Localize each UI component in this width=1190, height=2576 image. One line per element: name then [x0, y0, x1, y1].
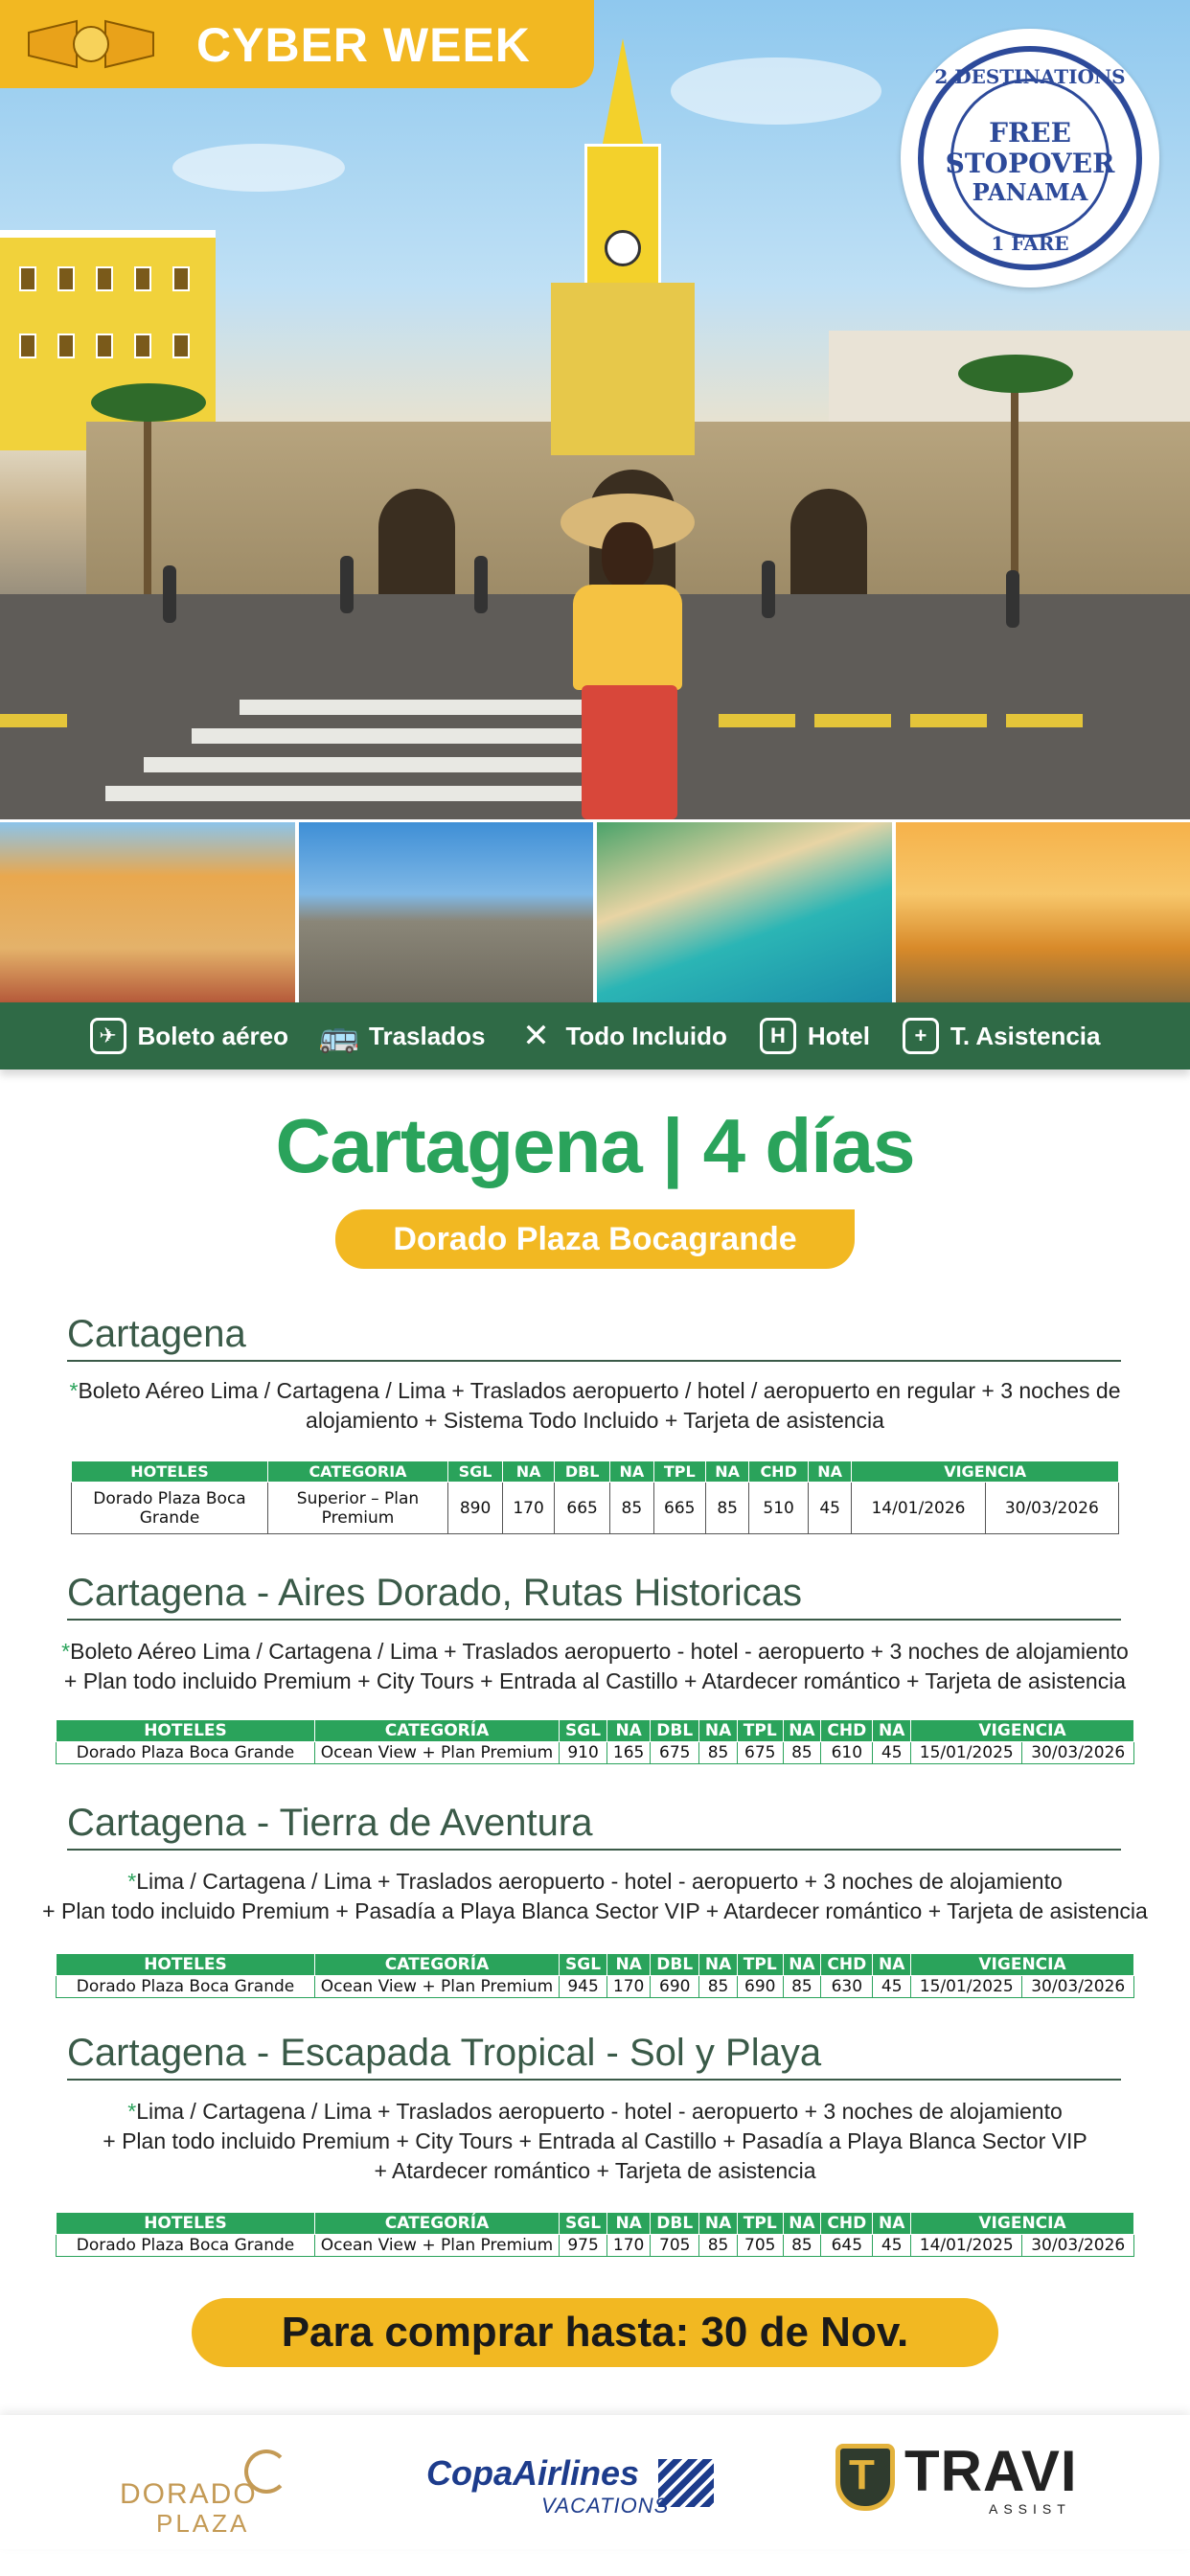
table-header-cell: CATEGORÍA — [315, 1720, 560, 1742]
table-header-cell: HOTELES — [57, 1720, 315, 1742]
table-header-cell: VIGENCIA — [852, 1461, 1119, 1483]
table-row — [57, 2235, 1134, 2257]
table-header-cell: VIGENCIA — [911, 2213, 1134, 2235]
table-cell: Dorado Plaza Boca Grande — [72, 1483, 268, 1534]
table-header-cell: NA — [783, 1954, 821, 1976]
table-cell: 85 — [699, 2235, 738, 2257]
purchase-deadline-banner: Para comprar hasta: 30 de Nov. — [192, 2298, 998, 2367]
table-cell: 645 — [821, 2235, 873, 2257]
clock-tower — [532, 38, 714, 441]
table-cell: 705 — [737, 2235, 783, 2257]
table-cell: Superior – Plan Premium — [268, 1483, 448, 1534]
feature-assistance: + T. Asistencia — [903, 1018, 1101, 1054]
table-cell: 30/03/2026 — [1022, 1976, 1134, 1998]
table-cell: 690 — [737, 1976, 783, 1998]
table-header-cell: CATEGORÍA — [315, 2213, 560, 2235]
package-title: Cartagena - Tierra de Aventura — [67, 1802, 1121, 1851]
table-row — [57, 1742, 1134, 1764]
table-cell: Dorado Plaza Boca Grande — [57, 2235, 315, 2257]
table-header-cell: CHD — [821, 2213, 873, 2235]
table-header-cell: VIGENCIA — [911, 1954, 1134, 1976]
table-cell: 165 — [607, 1742, 651, 1764]
table-header-cell: NA — [610, 1461, 653, 1483]
table-cell: 15/01/2025 — [911, 1742, 1022, 1764]
package-description: *Boleto Aéreo Lima / Cartagena / Lima + Traslados aeropuerto - hotel - aeropuerto + 3 noches de alojamiento + Plan todo incluido Premium + City Tours + Entrada al Castillo + Atardecer romántico + Tarjeta de asistencia — [61, 1639, 1129, 1693]
travi-assist-logo: T TRAVI ASSIST — [835, 2438, 1085, 2524]
table-header-cell: NA — [873, 1954, 911, 1976]
table-row — [72, 1483, 1119, 1534]
table-header-cell: TPL — [653, 1461, 705, 1483]
table-header-cell: NA — [809, 1461, 852, 1483]
table-header-cell: CATEGORÍA — [315, 1954, 560, 1976]
table-cell: 85 — [783, 2235, 821, 2257]
table-cell: 630 — [821, 1976, 873, 1998]
table-header-cell: DBL — [651, 1720, 699, 1742]
photo-beach — [597, 822, 892, 1002]
table-cell: 30/03/2026 — [1022, 2235, 1134, 2257]
table-header-cell: TPL — [737, 1720, 783, 1742]
table-header-cell: CATEGORIA — [268, 1461, 448, 1483]
page-title: Cartagena | 4 días — [275, 1103, 915, 1188]
table-cell: Dorado Plaza Boca Grande — [57, 1742, 315, 1764]
feature-hotel: H Hotel — [760, 1018, 870, 1054]
hero-image — [0, 0, 1190, 819]
table-cell: 30/03/2026 — [985, 1483, 1118, 1534]
table-row — [57, 1976, 1134, 1998]
hotel-badge: Dorado Plaza Bocagrande — [335, 1209, 855, 1269]
table-header-cell: NA — [607, 1720, 651, 1742]
table-header-cell: DBL — [651, 1954, 699, 1976]
table-cell: 890 — [448, 1483, 503, 1534]
table-cell: 85 — [706, 1483, 749, 1534]
table-cell: 665 — [653, 1483, 705, 1534]
utensils-icon: ✕ — [522, 1018, 550, 1054]
table-header-cell: HOTELES — [72, 1461, 268, 1483]
cloud — [172, 144, 345, 192]
table-header-cell: HOTELES — [57, 2213, 315, 2235]
table-header-cell: TPL — [737, 1954, 783, 1976]
stopover-stamp: 2 DESTINATIONS FREE STOPOVER PANAMA 1 FARE — [901, 29, 1159, 288]
photo-sunset-couple — [896, 822, 1190, 1002]
table-cell: Ocean View + Plan Premium — [315, 1742, 560, 1764]
table-header-cell: NA — [783, 2213, 821, 2235]
hotel-icon: H — [760, 1018, 796, 1054]
price-table — [56, 2212, 1134, 2257]
table-header-cell: NA — [873, 2213, 911, 2235]
cyber-week-banner — [0, 0, 594, 88]
table-cell: 170 — [607, 1976, 651, 1998]
table-header-cell: NA — [699, 1720, 738, 1742]
table-header-cell: DBL — [651, 2213, 699, 2235]
table-cell: 170 — [607, 2235, 651, 2257]
table-cell: 610 — [821, 1742, 873, 1764]
table-cell: 945 — [560, 1976, 607, 1998]
table-cell: 45 — [873, 1976, 911, 1998]
package-description: *Lima / Cartagena / Lima + Traslados aeropuerto - hotel - aeropuerto + 3 noches de alojamiento + Plan todo incluido Premium + City Tours + Entrada al Castillo + Pasadía a Playa Blanca Sector VIP + Atardecer romántico + Tarjeta de asistencia — [103, 2099, 1087, 2183]
table-cell: 975 — [560, 2235, 607, 2257]
package-title: Cartagena — [67, 1313, 1121, 1362]
plus-icon: + — [903, 1018, 939, 1054]
dorado-plaza-logo: DORADO PLAZA — [120, 2450, 311, 2536]
table-header-cell: DBL — [555, 1461, 610, 1483]
table-header-cell: NA — [503, 1461, 555, 1483]
table-header-cell: CHD — [821, 1720, 873, 1742]
features-bar — [0, 1002, 1190, 1070]
table-cell: 45 — [809, 1483, 852, 1534]
table-header-cell: NA — [783, 1720, 821, 1742]
table-header-cell: TPL — [737, 2213, 783, 2235]
table-header-cell: SGL — [560, 1954, 607, 1976]
price-table — [71, 1460, 1119, 1534]
table-header-cell: SGL — [448, 1461, 503, 1483]
table-cell: 910 — [560, 1742, 607, 1764]
package-description: *Lima / Cartagena / Lima + Traslados aeropuerto - hotel - aeropuerto + 3 noches de alojamiento + Plan todo incluido Premium + Pasadía a Playa Blanca Sector VIP + Atardecer romántico + Tarjeta de asistencia — [42, 1869, 1148, 1923]
table-header-cell: CHD — [749, 1461, 809, 1483]
table-cell: 690 — [651, 1976, 699, 1998]
table-cell: 14/01/2025 — [911, 2235, 1022, 2257]
table-cell: 14/01/2026 — [852, 1483, 985, 1534]
table-header-cell: NA — [607, 1954, 651, 1976]
table-header-cell: NA — [607, 2213, 651, 2235]
table-cell: 675 — [737, 1742, 783, 1764]
table-cell: 665 — [555, 1483, 610, 1534]
table-cell: 30/03/2026 — [1022, 1742, 1134, 1764]
copa-airlines-logo: CopaAirlines VACATIONS — [426, 2453, 733, 2520]
table-header-cell: VIGENCIA — [911, 1720, 1134, 1742]
price-table — [56, 1719, 1134, 1764]
package-description: *Boleto Aéreo Lima / Cartagena / Lima + Traslados aeropuerto / hotel / aeropuerto en regular + 3 noches de alojamiento + Sistema Todo Incluido + Tarjeta de asistencia — [69, 1378, 1121, 1433]
table-cell: 45 — [873, 1742, 911, 1764]
table-cell: Dorado Plaza Boca Grande — [57, 1976, 315, 1998]
table-cell: 170 — [503, 1483, 555, 1534]
table-header-cell: NA — [699, 2213, 738, 2235]
package-title: Cartagena - Escapada Tropical - Sol y Playa — [67, 2032, 1121, 2081]
table-header-cell: HOTELES — [57, 1954, 315, 1976]
photo-colonial-street — [0, 822, 295, 1002]
bus-icon: 🚌 — [318, 1018, 360, 1054]
table-cell: 705 — [651, 2235, 699, 2257]
package-title: Cartagena - Aires Dorado, Rutas Historicas — [67, 1572, 1121, 1621]
feature-flight: ✈ Boleto aéreo — [90, 1018, 289, 1054]
table-header-cell: NA — [699, 1954, 738, 1976]
photo-strip — [0, 822, 1190, 1002]
table-header-cell: SGL — [560, 1720, 607, 1742]
plane-ticket-icon: ✈ — [90, 1018, 126, 1054]
table-header-cell: SGL — [560, 2213, 607, 2235]
table-cell: Ocean View + Plan Premium — [315, 2235, 560, 2257]
megaphone-icon — [19, 13, 163, 75]
table-cell: 85 — [699, 1742, 738, 1764]
table-cell: Ocean View + Plan Premium — [315, 1976, 560, 1998]
table-header-cell: NA — [706, 1461, 749, 1483]
footer-logos — [0, 2415, 1190, 2549]
feature-transfers: 🚌 Traslados — [318, 1018, 486, 1054]
table-cell: 45 — [873, 2235, 911, 2257]
price-table — [56, 1953, 1134, 1998]
table-header-cell: CHD — [821, 1954, 873, 1976]
table-cell: 85 — [699, 1976, 738, 1998]
table-header-cell: NA — [873, 1720, 911, 1742]
table-cell: 85 — [783, 1742, 821, 1764]
feature-all-inclusive: ✕ Todo Incluido — [517, 1018, 726, 1054]
table-cell: 85 — [783, 1976, 821, 1998]
table-cell: 510 — [749, 1483, 809, 1534]
banner-title: CYBER WEEK — [196, 18, 531, 72]
table-cell: 675 — [651, 1742, 699, 1764]
photo-castle — [299, 822, 594, 1002]
table-cell: 85 — [610, 1483, 653, 1534]
table-cell: 15/01/2025 — [911, 1976, 1022, 1998]
clock-icon — [605, 230, 641, 266]
